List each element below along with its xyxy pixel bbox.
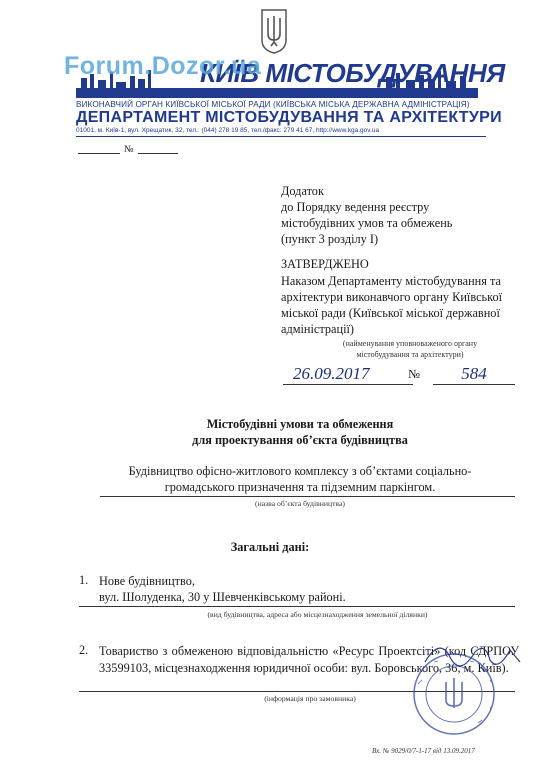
- item1-underline: [79, 606, 515, 607]
- approved-heading: ЗАТВЕРДЖЕНО: [281, 257, 369, 271]
- approval-order: Наказом Департаменту містобудування та архітектури виконавчого органу Київської міської ради (Київської міської державної адміністрації): [281, 274, 503, 336]
- approval-date: 26.09.2017: [283, 364, 413, 385]
- item2-caption: (інформація про замовника): [264, 694, 356, 703]
- brand-title: КИЇВ МІСТОБУДУВАННЯ: [200, 58, 505, 88]
- item1-number: 1.: [79, 573, 89, 587]
- addendum-line4: (пункт 3 розділу І): [281, 232, 379, 246]
- item1-line2: вул. Шолуденка, 30 у Шевченківському районі.: [99, 590, 346, 604]
- outgoing-date-line: [78, 153, 120, 154]
- item1-text: [99, 573, 519, 605]
- document-title-line2: для проектування об’єкта будівництва: [192, 433, 408, 447]
- item2-number: 2.: [79, 643, 89, 657]
- header-divider: [76, 136, 486, 137]
- approval-number: 584: [433, 364, 515, 385]
- object-description: Будівництво офісно-житлового комплексу з об’єктами соціально-громадського призначення та підземним паркінгом.: [128, 464, 472, 494]
- addendum-block: [281, 183, 511, 247]
- item1-line1: Нове будівництво,: [99, 574, 195, 588]
- addendum-line1: Додаток: [281, 184, 324, 198]
- coat-of-arms-icon: [259, 8, 289, 54]
- document-title-line1: Містобудівні умови та обмеження: [206, 417, 394, 431]
- approval-date-number: [283, 364, 516, 388]
- document-title: [150, 416, 450, 448]
- item2-text: Товариство з обмеженою відповідальністю «Ресурс Проектсіті» (код СДРПОУ 33599103, місцезнаходження юридичної особи: вул. Боровського, 36, м. Київ).: [99, 644, 519, 675]
- addendum-line3: містобудівних умов та обмежень: [281, 216, 453, 230]
- object-underline: [100, 496, 515, 497]
- addendum-line2: до Порядку ведення реєстру: [281, 200, 430, 214]
- watermark: Forum.Dozor.ua: [64, 52, 262, 80]
- incoming-reference: Вх. № 9029/0/7-1-17 від 13.09.2017: [372, 747, 475, 755]
- object-caption: (назва об’єкта будівництва): [255, 499, 345, 508]
- org-line: ВИКОНАВЧИЙ ОРГАН КИЇВСЬКОЇ МІСЬКОЇ РАДИ (КИЇВСЬКА МІСЬКА ДЕРЖАВНА АДМІНІСТРАЦІЯ): [76, 100, 470, 109]
- outgoing-no-sign: №: [124, 144, 134, 155]
- signature: [420, 632, 530, 682]
- approval-caption: (найменування уповноваженого органу містобудування та архітектури): [342, 339, 478, 359]
- outgoing-number-line: [138, 153, 178, 154]
- department-name: ДЕПАРТАМЕНТ МІСТОБУДУВАННЯ ТА АРХІТЕКТУРИ: [76, 109, 502, 126]
- department-address: 01001, м. Київ-1, вул. Хрещатик, 32, тел.: (044) 278 19 85, тел./факс: 279 41 67, http://www.kga.gov.ua: [76, 127, 380, 134]
- approval-no-sign: №: [408, 367, 420, 381]
- general-data-heading: Загальні дані:: [230, 540, 310, 554]
- item1-caption: (вид будівництва, адреса або місцезнаходження земельної ділянки): [207, 610, 428, 619]
- outgoing-number: [78, 144, 178, 156]
